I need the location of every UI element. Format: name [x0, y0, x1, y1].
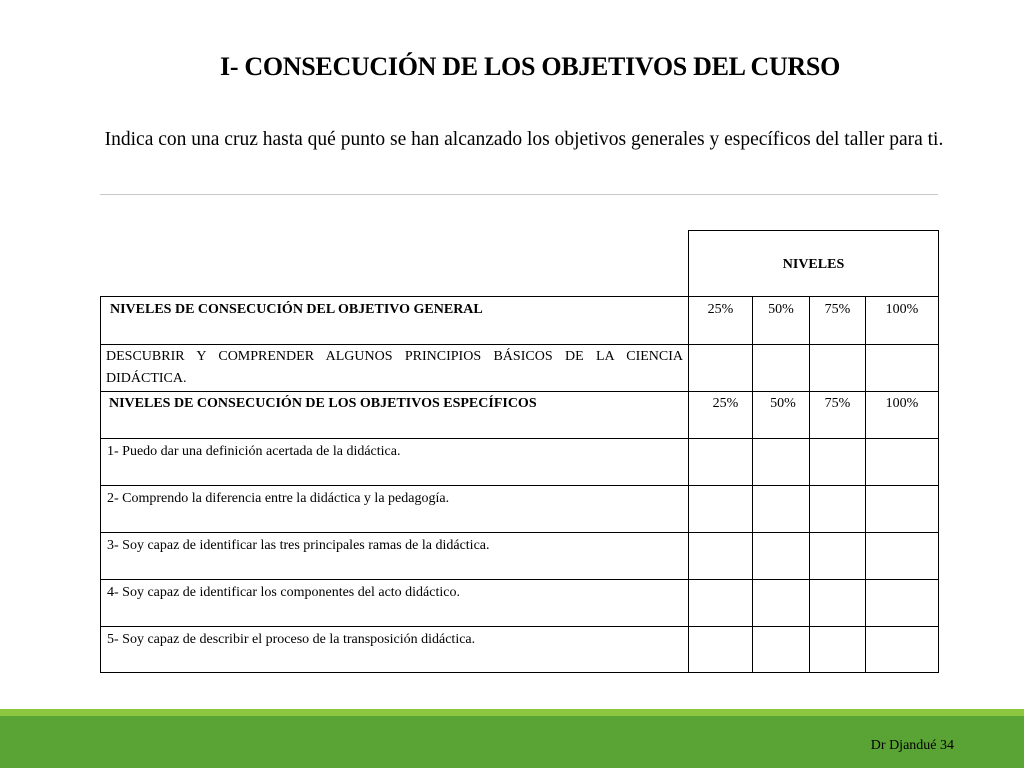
specific-level-50: 50% — [770, 396, 796, 411]
specific-objective-4: 4- Soy capaz de identificar los componentes del acto didáctico. — [107, 585, 460, 600]
specific-level-100: 100% — [885, 396, 919, 411]
specific-objectives-header: NIVELES DE CONSECUCIÓN DE LOS OBJETIVOS ESPECÍFICOS — [109, 396, 537, 411]
general-level-100: 100% — [885, 302, 919, 317]
specific-objective-2: 2- Comprendo la diferencia entre la didáctica y la pedagogía. — [107, 491, 450, 506]
general-level-75: 75% — [824, 302, 851, 317]
specific-objective-3: 3- Soy capaz de identificar las tres principales ramas de la didáctica. — [107, 538, 490, 553]
slide-title: I- CONSECUCIÓN DE LOS OBJETIVOS DEL CURSO — [220, 52, 840, 81]
footer-band-light — [0, 709, 1024, 716]
specific-level-25: 25% — [712, 396, 739, 411]
general-level-50: 50% — [768, 302, 794, 317]
specific-objective-5: 5- Soy capaz de describir el proceso de la transposición didáctica. — [107, 632, 476, 647]
specific-level-75: 75% — [824, 396, 851, 411]
general-objective-text: DESCUBRIR Y COMPRENDER ALGUNOS PRINCIPIOS BÁSICOS DE LA CIENCIA DIDÁCTICA. — [106, 349, 683, 386]
levels-header: NIVELES — [782, 257, 845, 272]
general-level-25: 25% — [707, 302, 734, 317]
general-objective-header: NIVELES DE CONSECUCIÓN DEL OBJETIVO GENERAL — [110, 302, 483, 317]
footer-page-label: Dr Djandué 34 — [870, 738, 954, 753]
specific-objective-1: 1- Puedo dar una definición acertada de la didáctica. — [107, 444, 401, 459]
slide-subtitle: Indica con una cruz hasta qué punto se han alcanzado los objetivos generales y específicos del taller para ti. — [104, 129, 944, 150]
